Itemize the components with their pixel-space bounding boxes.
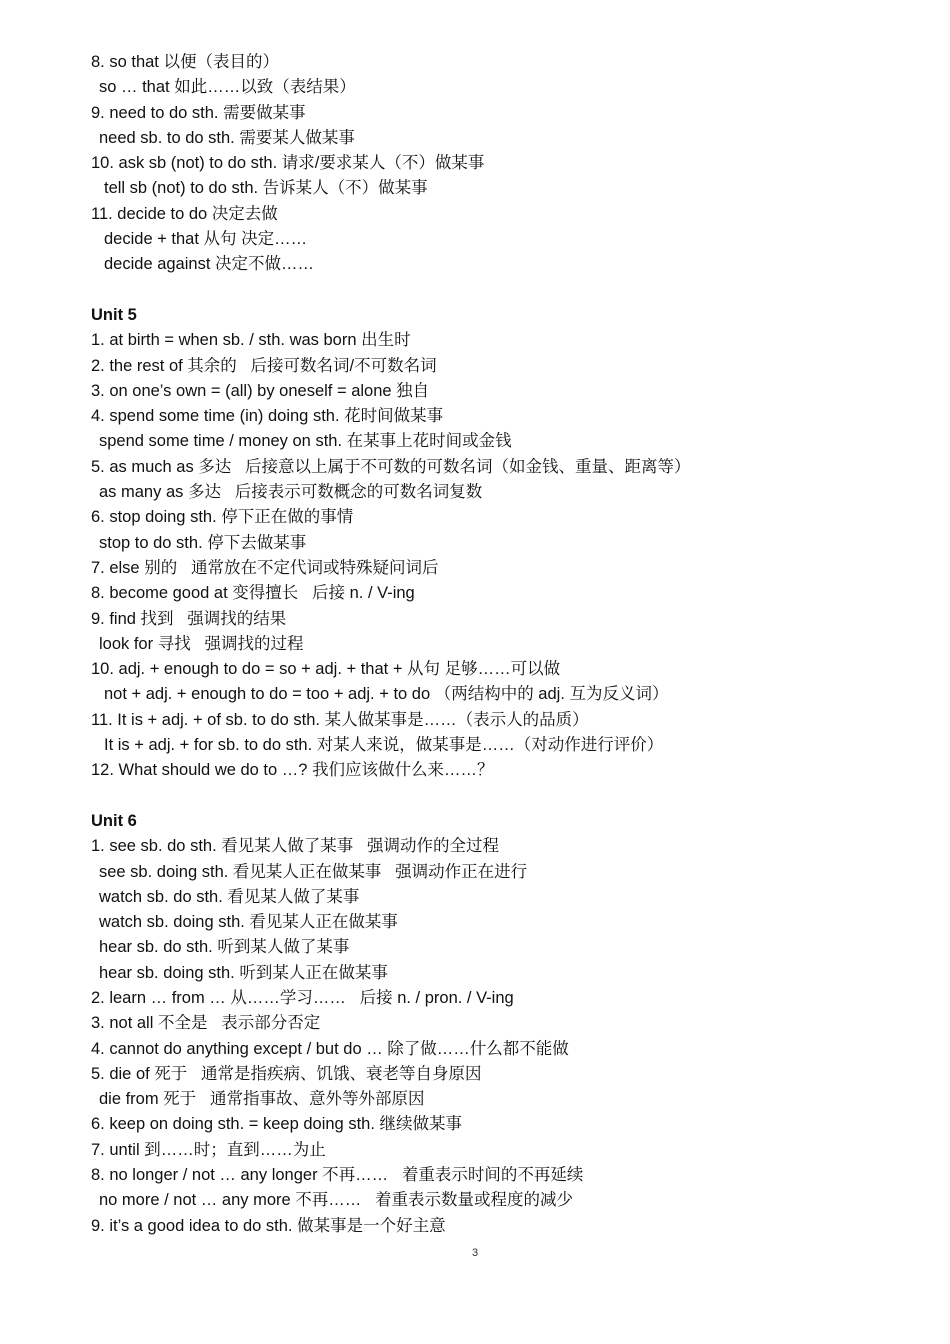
vocab-item: 1. at birth = when sb. / sth. was born 出生时 <box>91 331 411 350</box>
vocab-subitem: spend some time / money on sth. 在某事上花时间或金钱 <box>99 432 512 451</box>
vocab-item: 11. decide to do 决定去做 <box>91 204 278 223</box>
vocab-subitem: so … that 如此……以致（表结果） <box>99 78 356 97</box>
vocab-item: 5. die of 死于 通常是指疾病、饥饿、衰老等自身原因 <box>91 1064 482 1083</box>
vocab-item: 4. cannot do anything except / but do … 除了做……什么都不能做 <box>91 1039 569 1058</box>
vocab-item: 4. spend some time (in) doing sth. 花时间做某事 <box>91 407 444 426</box>
vocab-item: 8. become good at 变得擅长 后接 n. / V-ing <box>91 584 415 603</box>
vocab-subitem: need sb. to do sth. 需要某人做某事 <box>99 128 355 147</box>
vocab-subitem: watch sb. doing sth. 看见某人正在做某事 <box>99 913 398 932</box>
vocab-item: 10. adj. + enough to do = so + adj. + that + 从句 足够……可以做 <box>91 660 561 679</box>
vocab-subitem: tell sb (not) to do sth. 告诉某人（不）做某事 <box>104 179 428 198</box>
vocab-subitem: see sb. doing sth. 看见某人正在做某事 强调动作正在进行 <box>99 862 528 881</box>
vocab-item: 12. What should we do to …? 我们应该做什么来……？ <box>91 761 494 780</box>
section-spacer <box>91 784 891 809</box>
vocab-item: 10. ask sb (not) to do sth. 请求/要求某人（不）做某事 <box>91 154 485 173</box>
vocab-subitem: not + adj. + enough to do = too + adj. + to do （两结构中的 adj. 互为反义词） <box>104 685 669 704</box>
vocab-item: 9. find 找到 强调找的结果 <box>91 609 287 628</box>
vocab-item: 1. see sb. do sth. 看见某人做了某事 强调动作的全过程 <box>91 837 499 856</box>
vocab-subitem: It is + adj. + for sb. to do sth. 对某人来说，做某事是……（对动作进行评价） <box>104 736 664 755</box>
unit-heading: Unit 6 <box>91 811 137 830</box>
vocab-item: 8. no longer / not … any longer 不再…… 着重表示时间的不再延续 <box>91 1166 584 1185</box>
document-body <box>91 50 891 1239</box>
unit-heading: Unit 5 <box>91 305 137 324</box>
section-spacer <box>91 278 891 303</box>
vocab-item: 9. need to do sth. 需要做某事 <box>91 103 306 122</box>
vocab-subitem: decide + that 从句 决定…… <box>104 230 308 249</box>
vocab-item: 9. it’s a good idea to do sth. 做某事是一个好主意 <box>91 1216 446 1235</box>
vocab-subitem: die from 死于 通常指事故、意外等外部原因 <box>99 1090 425 1109</box>
vocab-subitem: as many as 多达 后接表示可数概念的可数名词复数 <box>99 483 483 502</box>
vocab-item: 7. else 别的 通常放在不定代词或特殊疑问词后 <box>91 558 439 577</box>
vocab-item: 6. keep on doing sth. = keep doing sth. 继续做某事 <box>91 1115 463 1134</box>
vocab-subitem: watch sb. do sth. 看见某人做了某事 <box>99 887 360 906</box>
vocab-subitem: no more / not … any more 不再…… 着重表示数量或程度的减少 <box>99 1191 574 1210</box>
vocab-item: 6. stop doing sth. 停下正在做的事情 <box>91 508 354 527</box>
vocab-item: 8. so that 以便（表目的） <box>91 53 279 71</box>
vocab-item: 7. until 到……时；直到……为止 <box>91 1140 326 1159</box>
vocab-item: 5. as much as 多达 后接意以上属于不可数的可数名词（如金钱、重量、距离等） <box>91 457 691 476</box>
vocab-subitem: look for 寻找 强调找的过程 <box>99 634 304 653</box>
vocab-subitem: hear sb. do sth. 听到某人做了某事 <box>99 938 350 957</box>
vocab-subitem: decide against 决定不做…… <box>104 255 314 274</box>
vocab-subitem: stop to do sth. 停下去做某事 <box>99 533 307 552</box>
vocab-item: 2. the rest of 其余的 后接可数名词/不可数名词 <box>91 356 437 375</box>
vocab-item: 3. not all 不全是 表示部分否定 <box>91 1014 321 1033</box>
page-number: 3 <box>471 1247 479 1259</box>
vocab-subitem: hear sb. doing sth. 听到某人正在做某事 <box>99 963 388 982</box>
vocab-item: 3. on one’s own = (all) by oneself = alone 独自 <box>91 381 430 400</box>
vocab-item: 2. learn … from … 从……学习…… 后接 n. / pron. / V-ing <box>91 988 514 1007</box>
vocab-item: 11. It is + adj. + of sb. to do sth. 某人做某事是……（表示人的品质） <box>91 710 589 729</box>
